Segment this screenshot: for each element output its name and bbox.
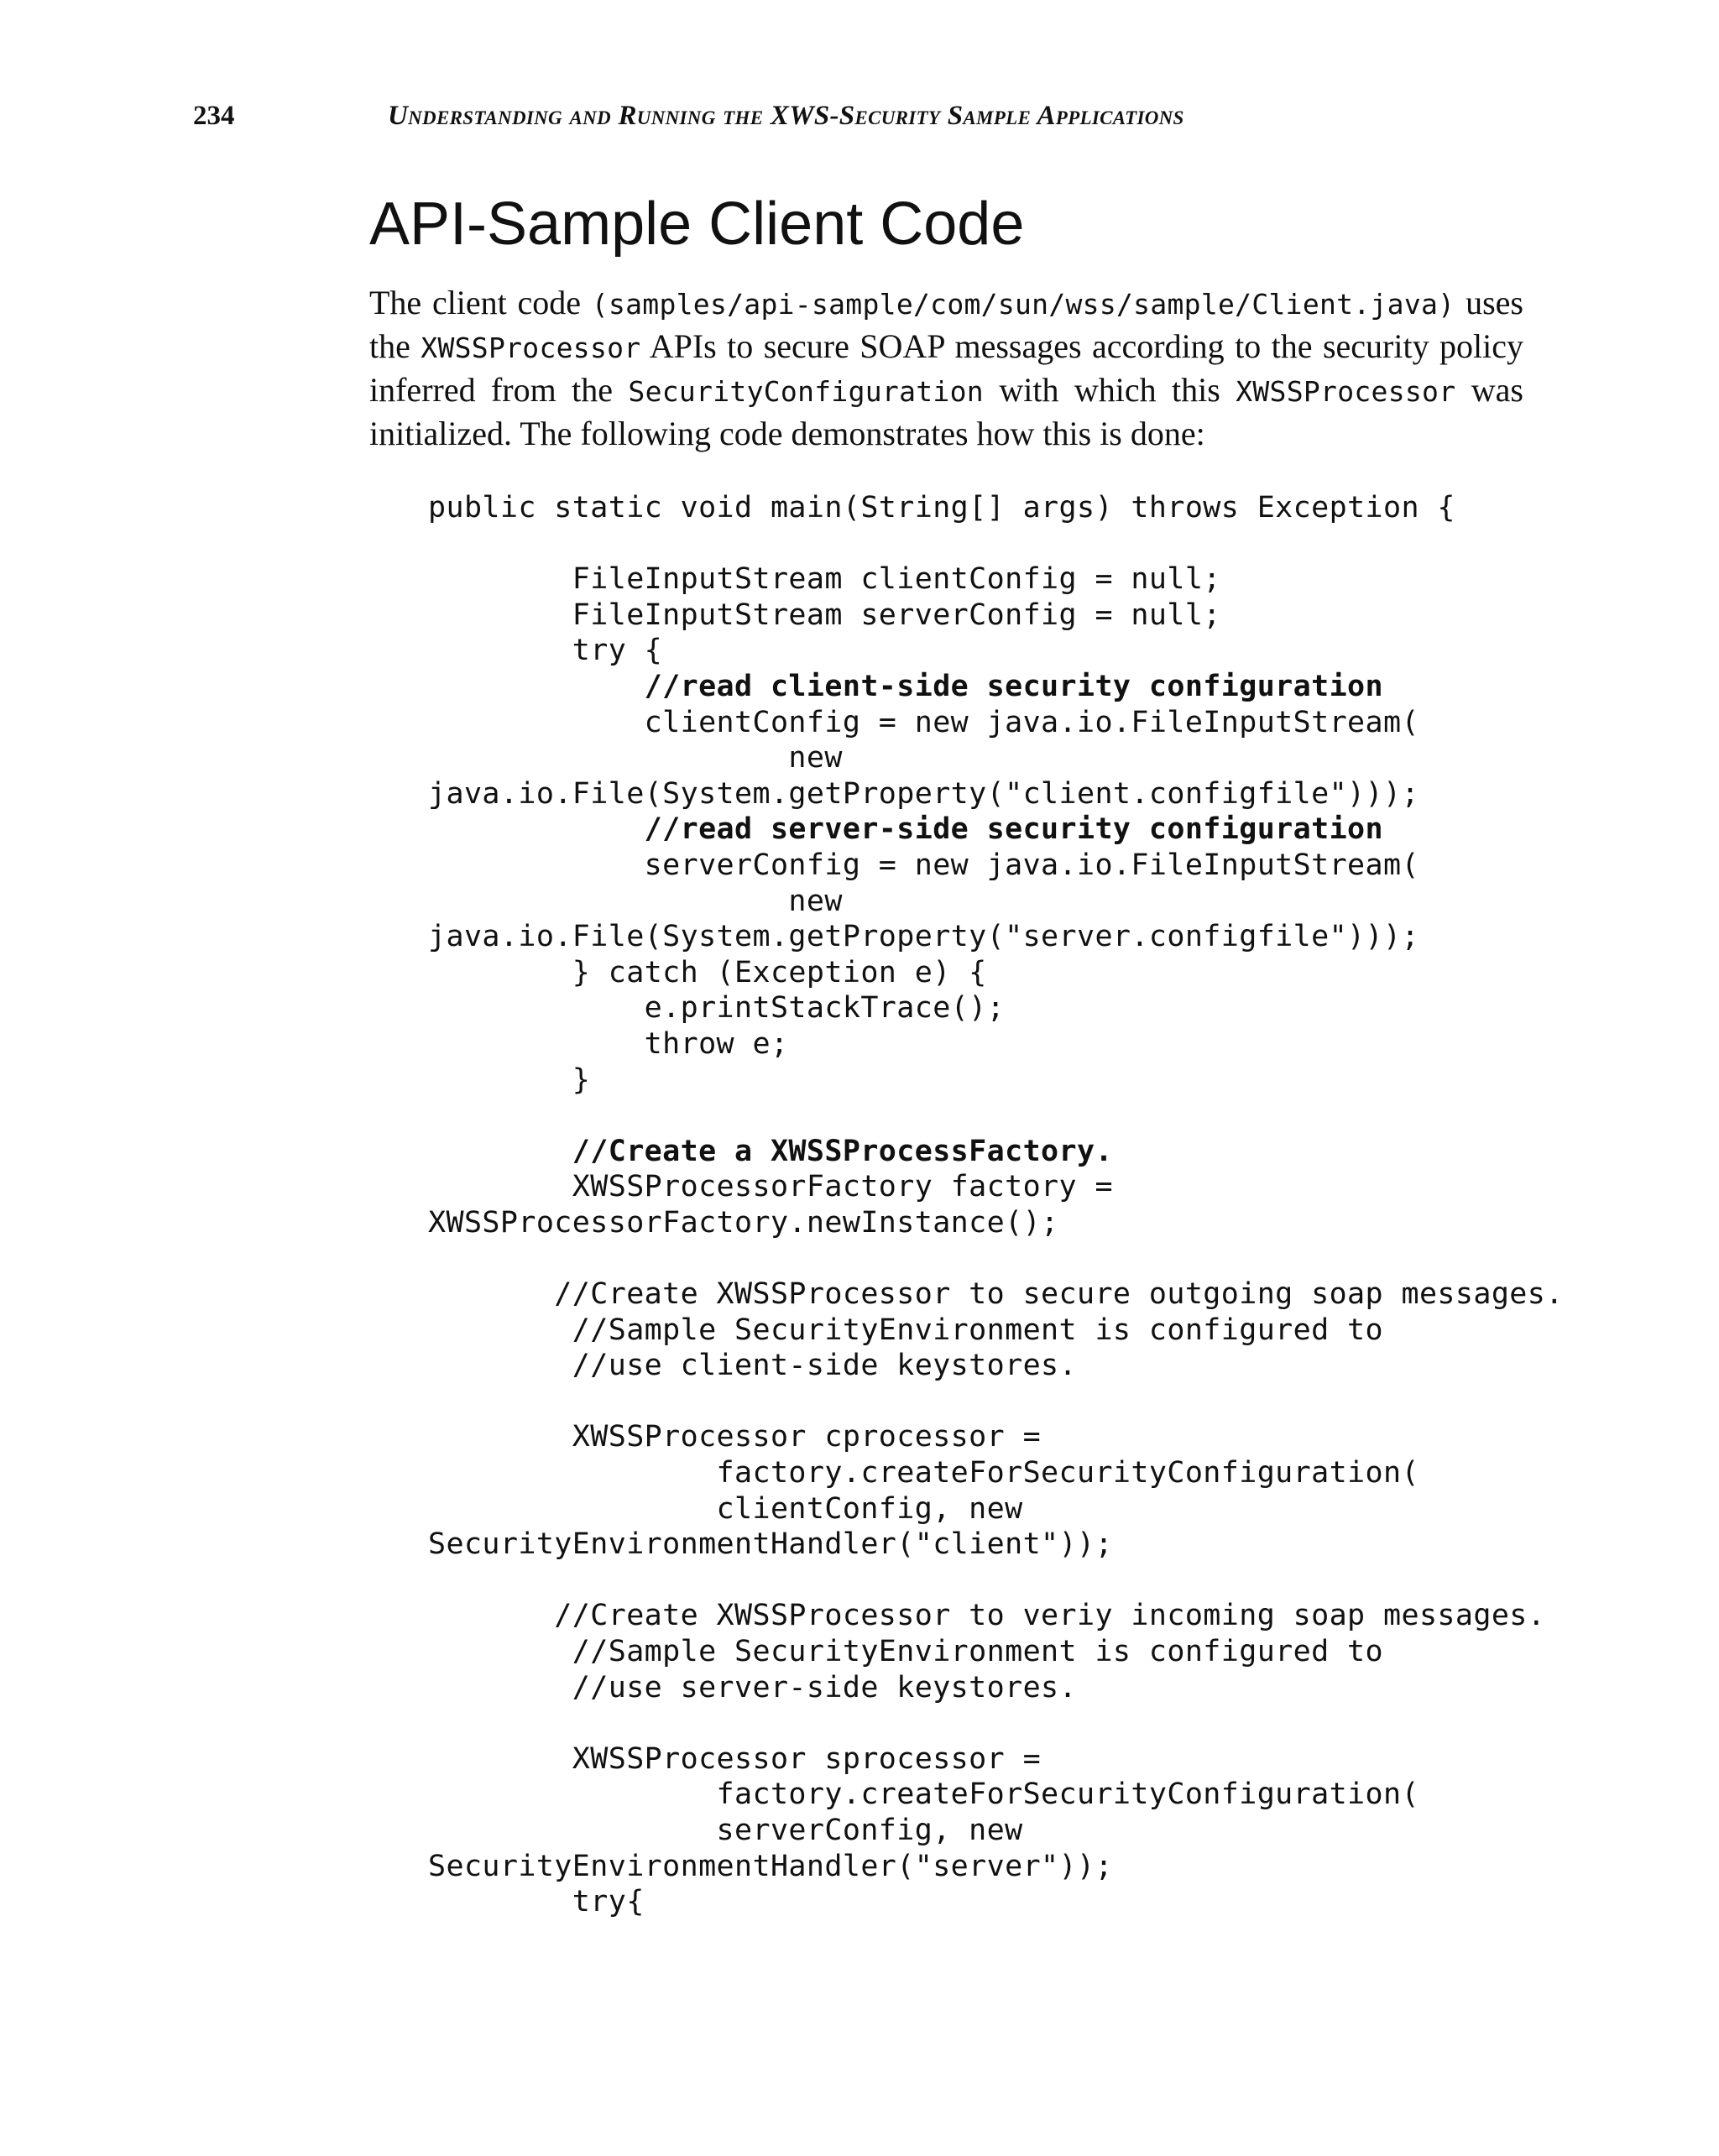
- code-line: XWSSProcessor sprocessor =: [428, 1741, 1042, 1776]
- code-line: [428, 1384, 1564, 1420]
- code-line: new: [428, 884, 843, 918]
- code-line: [428, 526, 1564, 562]
- code-comment-bold: //Create a XWSSProcessFactory.: [428, 1134, 1113, 1168]
- paragraph-text: APIs to secure SOAP messages according to the security policy inferred from the: [369, 327, 1523, 409]
- code-line: [428, 1240, 1564, 1276]
- code-line: try{: [428, 1885, 645, 1919]
- code-line: e.printStackTrace();: [428, 991, 1006, 1026]
- code-line: clientConfig, new: [428, 1491, 1023, 1526]
- code-line: factory.createForSecurityConfiguration(: [428, 1456, 1419, 1490]
- code-line: FileInputStream serverConfig = null;: [428, 598, 1221, 632]
- code-comment: //Sample SecurityEnvironment is configured to: [428, 1635, 1384, 1668]
- inline-code-path: (samples/api-sample/com/sun/wss/sample/Client.java): [591, 288, 1455, 321]
- code-line: XWSSProcessor cprocessor =: [428, 1420, 1042, 1454]
- code-line: try {: [428, 634, 663, 668]
- running-title: Understanding and Running the XWS-Security Sample Applications: [388, 101, 1184, 131]
- code-line: new: [428, 741, 843, 775]
- code-line: throw e;: [428, 1026, 789, 1061]
- code-line: clientConfig = new java.io.FileInputStream(: [428, 705, 1419, 739]
- code-line: } catch (Exception e) {: [428, 955, 987, 989]
- code-line: java.io.File(System.getProperty("server.configfile")));: [428, 920, 1419, 954]
- code-line: SecurityEnvironmentHandler("client"));: [428, 1527, 1113, 1562]
- paragraph-text: was initialized. The following code demonstrates how this is done:: [369, 371, 1523, 452]
- code-comment: //use client-side keystores.: [428, 1349, 1077, 1383]
- code-line: public static void main(String[] args) throws Exception {: [428, 491, 1455, 525]
- code-line: SecurityEnvironmentHandler("server"));: [428, 1849, 1113, 1883]
- inline-code-class: SecurityConfiguration: [628, 375, 984, 408]
- inline-code-class: XWSSProcessor: [1236, 375, 1456, 408]
- section-heading: API-Sample Client Code: [369, 191, 1025, 258]
- code-line: }: [428, 1062, 591, 1097]
- intro-paragraph: [369, 282, 1523, 455]
- code-listing: [428, 490, 1564, 1920]
- code-comment: //use server-side keystores.: [428, 1670, 1077, 1704]
- code-line: [428, 1098, 1564, 1134]
- code-line: serverConfig = new java.io.FileInputStream(: [428, 848, 1419, 882]
- code-line: [428, 1563, 1564, 1599]
- code-line: serverConfig, new: [428, 1813, 1023, 1847]
- code-comment: //Create XWSSProcessor to secure outgoing soap messages.: [428, 1277, 1564, 1312]
- code-line: FileInputStream clientConfig = null;: [428, 562, 1221, 597]
- code-comment: //Sample SecurityEnvironment is configured to: [428, 1313, 1384, 1347]
- code-comment-bold: //read client-side security configuration: [428, 669, 1384, 703]
- code-comment: //Create XWSSProcessor to veriy incoming soap messages.: [428, 1599, 1546, 1633]
- paragraph-text: The client code: [369, 284, 592, 321]
- paragraph-text: uses the: [369, 284, 1523, 365]
- paragraph-text: with which this: [983, 371, 1236, 409]
- code-line: factory.createForSecurityConfiguration(: [428, 1778, 1419, 1812]
- code-comment-bold: //read server-side security configuration: [428, 812, 1384, 847]
- code-line: [428, 1705, 1564, 1741]
- code-line: XWSSProcessorFactory.newInstance();: [428, 1205, 1059, 1240]
- code-line: XWSSProcessorFactory factory =: [428, 1170, 1113, 1204]
- page-number: 234: [193, 101, 235, 131]
- code-line: java.io.File(System.getProperty("client.configfile")));: [428, 776, 1419, 811]
- inline-code-class: XWSSProcessor: [421, 331, 641, 364]
